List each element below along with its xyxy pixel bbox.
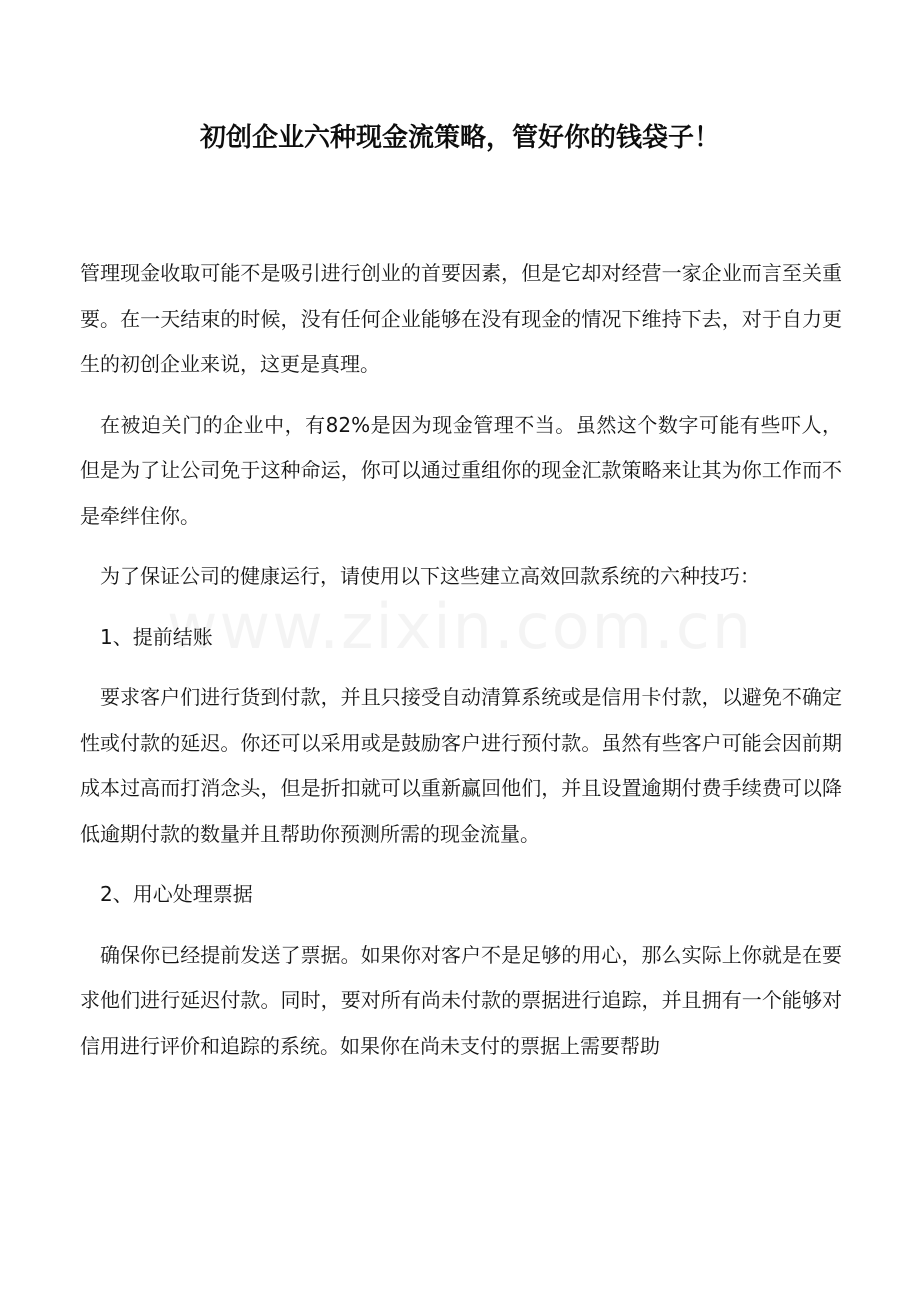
document-title: 初创企业六种现金流策略，管好你的钱袋子！ [199,123,720,153]
paragraph-section-2: 确保你已经提前发送了票据。如果你对客户不是足够的用心，那么实际上你就是在要求他们进行延迟付款。同时，要对所有尚未付款的票据进行追踪，并且拥有一个能够对信用进行评价和追踪的系统。如果你在尚未支付的票据上需要帮助 [80,942,842,1058]
document-body [80,251,842,1084]
section-heading-2: 2、用心处理票据 [100,882,253,906]
paragraph-section-1: 要求客户们进行货到付款，并且只接受自动清算系统或是信用卡付款，以避免不确定性或付款的延迟。你还可以采用或是鼓励客户进行预付款。虽然有些客户可能会因前期成本过高而打消念头，但是折扣就可以重新赢回他们，并且设置逾期付费手续费可以降低逾期付款的数量并且帮助你预测所需的现金流量。 [80,685,842,846]
paragraph-intro: 管理现金收取可能不是吸引进行创业的首要因素，但是它却对经营一家企业而言至关重要。在一天结束的时候，没有任何企业能够在没有现金的情况下维持下去，对于自力更生的初创企业来说，这更是真理。 [80,261,842,376]
paragraph-statistic: 在被迫关门的企业中，有82%是因为现金管理不当。虽然这个数字可能有些吓人，但是为了让公司免于这种命运，你可以通过重组你的现金汇款策略来让其为你工作而不是牵绊住你。 [80,412,842,528]
paragraph-tips-intro: 为了保证公司的健康运行，请使用以下这些建立高效回款系统的六种技巧： [100,564,760,588]
section-heading-1: 1、提前结账 [100,624,213,649]
